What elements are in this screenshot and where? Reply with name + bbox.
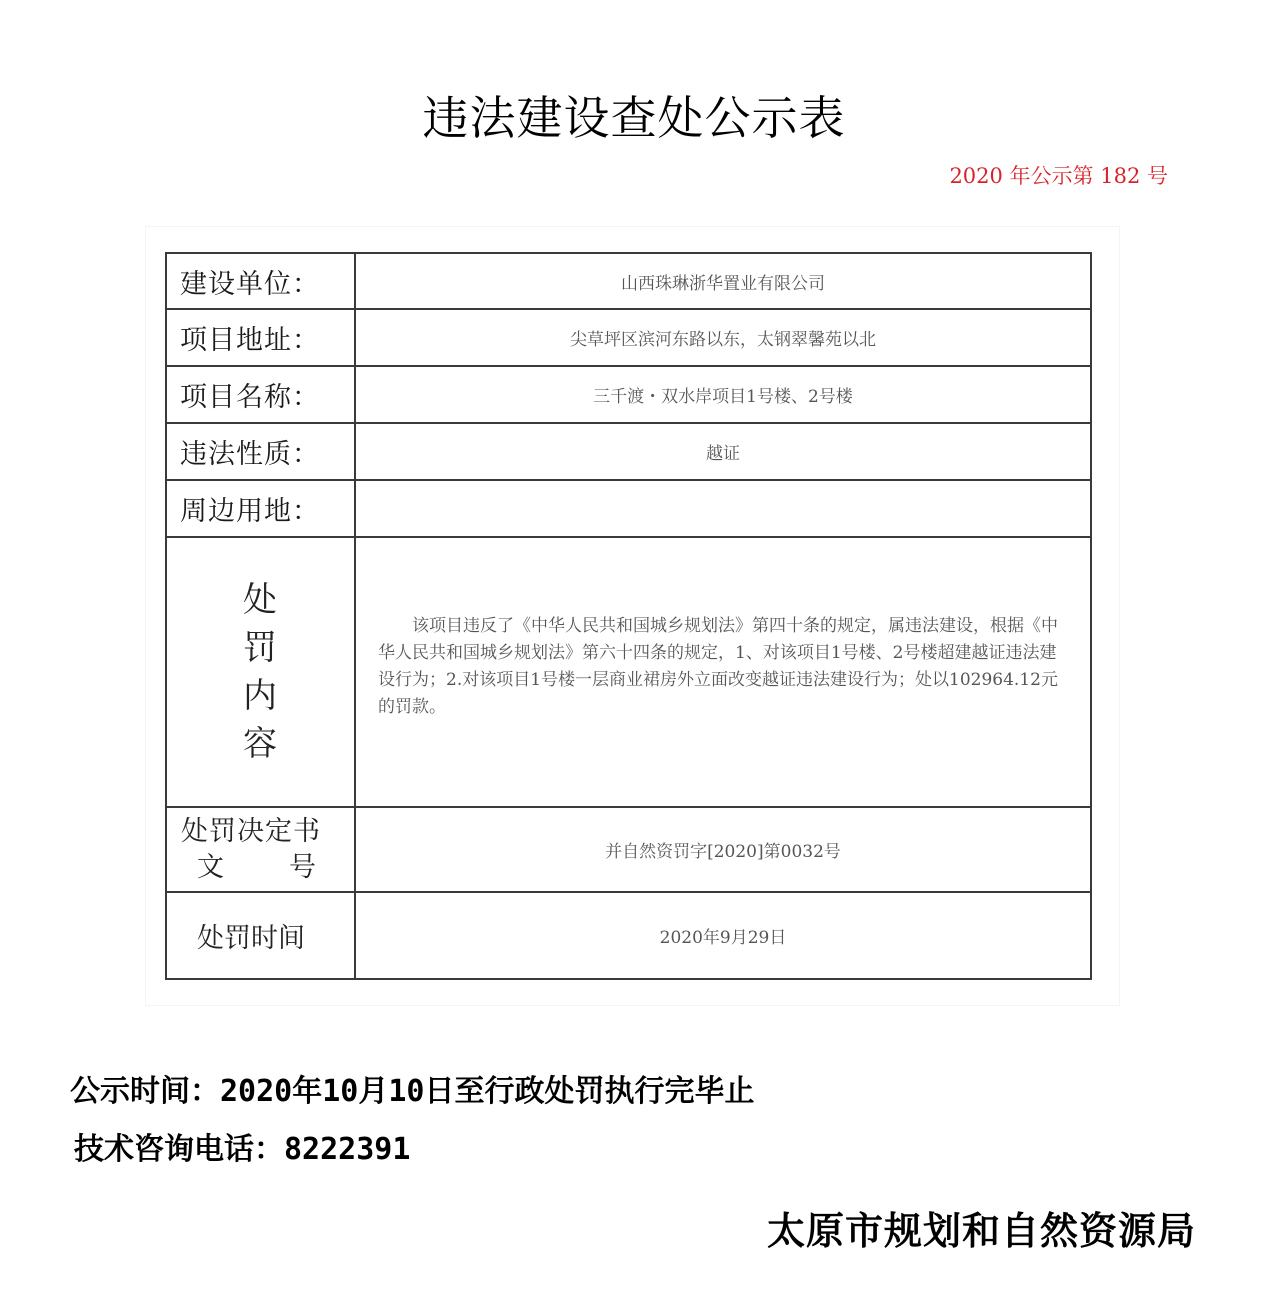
penalty-content-cell — [355, 537, 1091, 807]
decision-number-label-line1: 处罚决定书 — [181, 815, 321, 847]
table-row — [166, 480, 1091, 537]
penalty-table — [165, 252, 1092, 980]
penalty-content-label — [166, 537, 355, 807]
table-row — [166, 892, 1091, 979]
surrounding-land-value — [355, 480, 1091, 537]
issuing-authority: 太原市规划和自然资源局 — [766, 1208, 1196, 1253]
surrounding-land-label: 周边用地： — [166, 480, 355, 537]
project-name-value: 三千渡・双水岸项目1号楼、2号楼 — [355, 366, 1091, 423]
penalty-content-char: 处 — [243, 580, 278, 620]
table-row — [166, 253, 1091, 309]
penalty-content-label-stack — [167, 576, 354, 768]
penalty-content-char: 容 — [243, 724, 278, 764]
decision-number-label-char: 号 — [289, 851, 317, 883]
project-name-label: 项目名称： — [166, 366, 355, 423]
penalty-content-char: 内 — [243, 676, 278, 716]
table-row — [166, 423, 1091, 480]
decision-number-label-text — [167, 814, 354, 886]
penalty-time-value: 2020年9月29日 — [355, 892, 1091, 979]
decision-number-label-line2 — [181, 850, 317, 886]
violation-nature-label: 违法性质： — [166, 423, 355, 480]
table-row — [166, 309, 1091, 366]
penalty-content-value: 该项目违反了《中华人民共和国城乡规划法》第四十条的规定，属违法建设，根据《中华人民共和国城乡规划法》第六十四条的规定，1、对该项目1号楼、2号楼超建越证违法建设行为；2.对该项目1号楼一层商业裙房外立面改变越证违法建设行为；处以102964.12元的罚款。 — [378, 616, 1058, 717]
table-row — [166, 537, 1091, 807]
decision-number-label — [166, 807, 355, 892]
document-number: 2020 年公示第 182 号 — [949, 164, 1168, 188]
decision-number-label-char: 文 — [197, 851, 225, 883]
decision-number-value: 并自然资罚字[2020]第0032号 — [355, 807, 1091, 892]
project-address-label: 项目地址： — [166, 309, 355, 366]
penalty-content-char: 罚 — [243, 628, 278, 668]
publicity-period: 公示时间：2020年10月10日至行政处罚执行完毕止 — [70, 1074, 755, 1109]
construction-unit-label: 建设单位： — [166, 253, 355, 309]
penalty-time-label: 处罚时间 — [166, 892, 355, 979]
violation-nature-value: 越证 — [355, 423, 1091, 480]
table-row — [166, 366, 1091, 423]
table-row — [166, 807, 1091, 892]
construction-unit-value: 山西珠琳浙华置业有限公司 — [355, 253, 1091, 309]
consult-phone: 技术咨询电话：8222391 — [74, 1132, 411, 1167]
project-address-value: 尖草坪区滨河东路以东，太钢翠馨苑以北 — [355, 309, 1091, 366]
document-title: 违法建设查处公示表 — [422, 91, 846, 145]
